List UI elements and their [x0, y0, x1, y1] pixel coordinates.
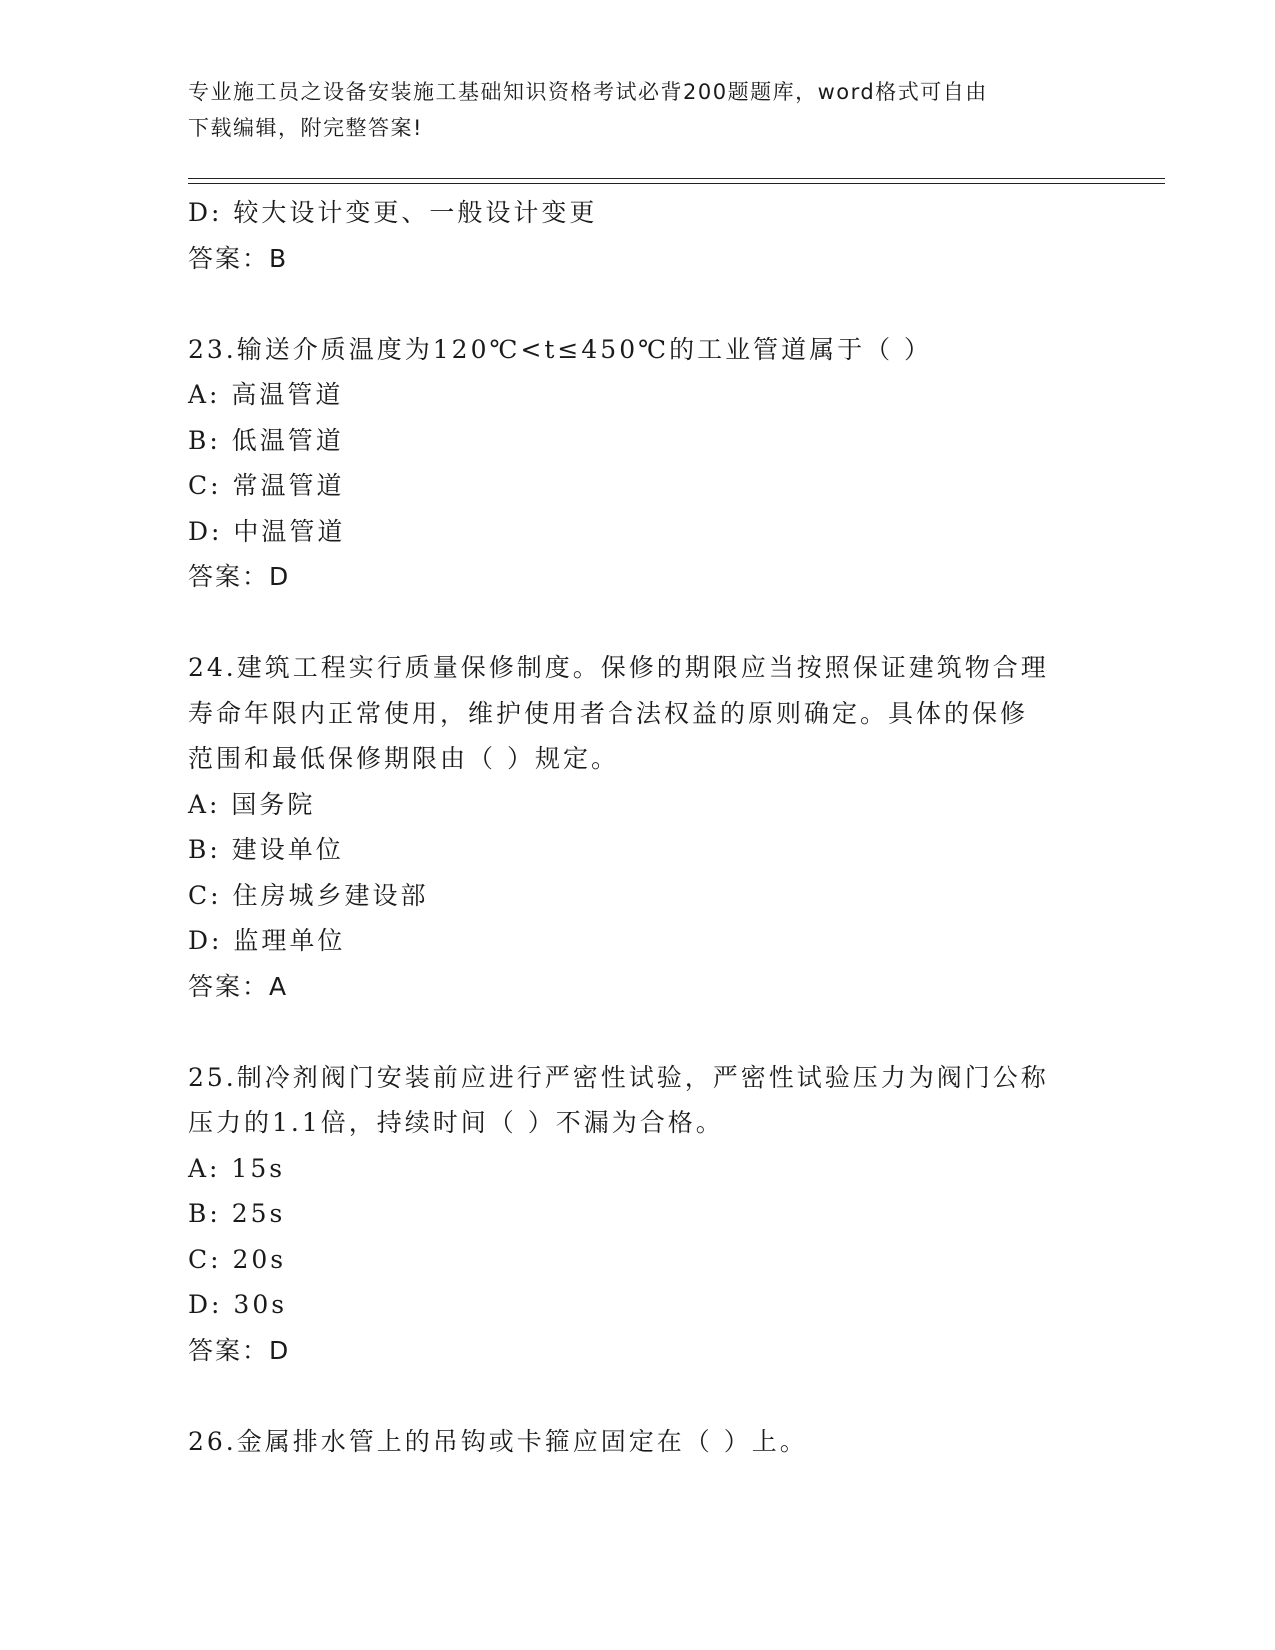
option-d: D: 监理单位 [188, 926, 346, 955]
option-b: B: 建设单位 [188, 835, 344, 864]
option-d: D: 中温管道 [188, 516, 346, 546]
question-stem-line-1: 24.建筑工程实行质量保修制度。保修的期限应当按照保证建筑物合理 [188, 653, 1049, 682]
question-stem-line-2: 压力的1.1倍，持续时间（ ）不漏为合格。 [188, 1108, 724, 1137]
spacer [188, 1373, 1088, 1419]
option-d: D: 30s [188, 1290, 288, 1319]
question-stem-line-3: 范围和最低保修期限由（ ）规定。 [188, 744, 619, 773]
option-a: A: 高温管道 [188, 380, 344, 409]
option-b: B: 25s [188, 1199, 286, 1228]
answer: 答案：B [188, 243, 289, 273]
question-stem-line-1: 25.制冷剂阀门安装前应进行严密性试验，严密性试验压力为阀门公称 [188, 1062, 1049, 1092]
answer: 答案：D [188, 562, 291, 591]
header-divider-top [188, 178, 1165, 179]
spacer [188, 281, 1088, 327]
header-line-2: 下载编辑，附完整答案! [188, 116, 423, 140]
option-a: A: 国务院 [188, 789, 316, 819]
document-header [188, 74, 1078, 146]
answer: 答案：A [188, 971, 289, 1001]
spacer [188, 600, 1088, 646]
question-stem: 26.金属排水管上的吊钩或卡箍应固定在（ ）上。 [188, 1426, 808, 1456]
header-line-1: 专业施工员之设备安装施工基础知识资格考试必背200题题库，word格式可自由 [188, 80, 988, 104]
question-stem: 23.输送介质温度为120℃<t≤450℃的工业管道属于（ ） [188, 334, 933, 364]
question-stem-line-2: 寿命年限内正常使用，维护使用者合法权益的原则确定。具体的保修 [188, 698, 1029, 728]
option-c: C: 常温管道 [188, 471, 345, 500]
spacer [188, 1009, 1088, 1055]
option-c: C: 住房城乡建设部 [188, 880, 429, 910]
header-divider-bottom [188, 183, 1165, 184]
document-body [188, 190, 1088, 1464]
question-25 [188, 1055, 1088, 1374]
answer: 答案：D [188, 1335, 291, 1365]
option-a: A: 15s [188, 1153, 286, 1183]
question-22-tail [188, 190, 1088, 281]
option-c: C: 20s [188, 1244, 287, 1274]
option-d: D: 较大设计变更、一般设计变更 [188, 198, 598, 227]
option-b: B: 低温管道 [188, 425, 344, 455]
question-24 [188, 645, 1088, 1009]
question-26 [188, 1419, 1088, 1465]
question-23 [188, 327, 1088, 600]
